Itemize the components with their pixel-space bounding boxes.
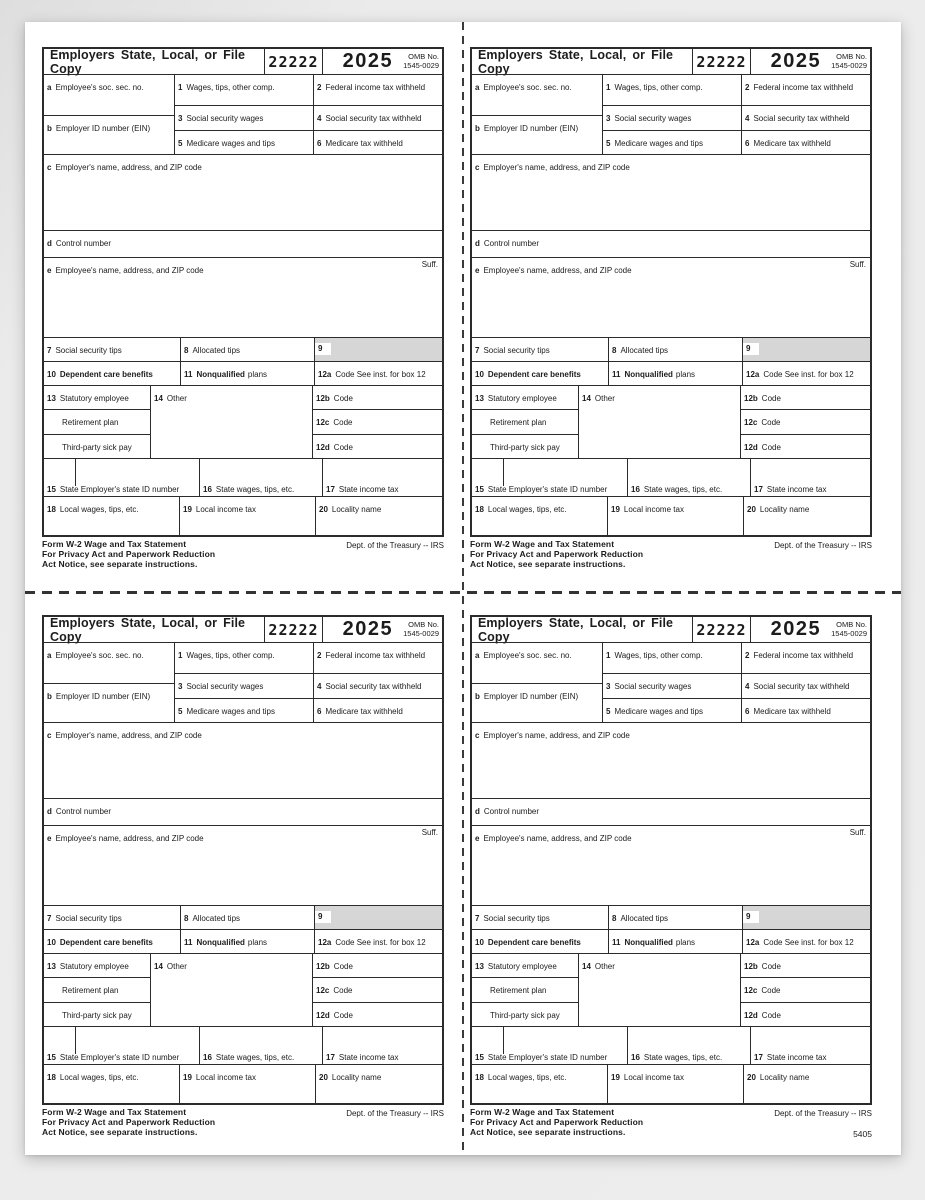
box-17-state-income-tax: 17 State income tax [322, 1027, 442, 1065]
form-year-omb [322, 617, 442, 642]
boxes-a-to-6 [472, 74, 870, 154]
box-11-nonqualified-plans: 11 Nonqualified plans [608, 362, 742, 385]
box-13-checkboxes [44, 386, 150, 457]
box-15-state-employer-id: 15 State Employer's state ID number [472, 459, 627, 497]
form-sheet [25, 22, 901, 1155]
w2-form [42, 47, 444, 537]
form-header [44, 49, 442, 74]
box-12b-code: 12b Code [313, 386, 442, 410]
box-19-local-income-tax: 19 Local income tax [607, 1065, 743, 1103]
box-b-employer-ein: b Employer ID number (EIN) [47, 692, 151, 701]
form-header [472, 49, 870, 74]
box-19-local-income-tax: 19 Local income tax [607, 497, 743, 535]
box-b-employer-ein: b Employer ID number (EIN) [475, 692, 579, 701]
suffix-label: Suff. [421, 260, 438, 269]
box-18-local-wages: 18 Local wages, tips, etc. [47, 505, 139, 515]
tax-year: 2025 [770, 618, 822, 640]
state-column-divider [503, 1027, 504, 1054]
form-footer [42, 1105, 444, 1137]
box-16-state-wages: 16 State wages, tips, etc. [199, 459, 322, 497]
box-6-medicare-tax: 6 Medicare tax withheld [313, 131, 442, 155]
box-11-nonqualified-plans: 11 Nonqualified plans [180, 362, 314, 385]
w2-form [42, 615, 444, 1105]
omb-number: OMB No. 1545-0029 [831, 620, 867, 638]
box-4-ss-tax: 4 Social security tax withheld [313, 106, 442, 130]
box-15-state-employer-id: 15 State Employer's state ID number [44, 459, 199, 497]
footer-dept: Dept. of the Treasury -- IRS [346, 1109, 444, 1118]
box-5-medicare-wages: 5 Medicare wages and tips [606, 139, 703, 148]
box-d-control-number: d Control number [47, 807, 112, 816]
box-1-wages: 1 Wages, tips, other comp. [606, 651, 703, 660]
box-12c-code: 12c Code [741, 978, 870, 1002]
box-2-federal-tax: 2 Federal income tax withheld [313, 75, 442, 105]
box-3-ss-wages: 3 Social security wages [606, 114, 692, 123]
w2-copy-top-right [470, 47, 872, 569]
box-10-dependent-care: 10 Dependent care benefits [47, 938, 153, 948]
box-12d-code: 12d Code [316, 442, 353, 452]
w2-form [470, 615, 872, 1105]
box-19-local-income-tax: 19 Local income tax [179, 497, 315, 535]
box-5-medicare-wages: 5 Medicare wages and tips [178, 707, 275, 716]
form-year-omb [750, 617, 870, 642]
box-17-state-income-tax: 17 State income tax [322, 459, 442, 497]
box-13-retirement-plan: Retirement plan [472, 978, 578, 1002]
box-1-wages: 1 Wages, tips, other comp. [178, 651, 275, 660]
box-16-state-wages: 16 State wages, tips, etc. [627, 459, 750, 497]
box-13-retirement-plan: Retirement plan [472, 410, 578, 434]
box-19-local-income-tax: 19 Local income tax [179, 1065, 315, 1103]
form-control-code: 22222 [692, 617, 750, 642]
box-5-medicare-wages: 5 Medicare wages and tips [606, 707, 703, 716]
form-year-omb [750, 49, 870, 74]
footer-notice: Form W-2 Wage and Tax Statement For Privacy Act and Paperwork Reduction Act Notice, see separate instructions. [470, 1107, 644, 1137]
box-d-control-number: d Control number [47, 239, 112, 248]
footer-notice: Form W-2 Wage and Tax Statement For Privacy Act and Paperwork Reduction Act Notice, see separate instructions. [470, 539, 644, 569]
box-20-locality-name: 20 Locality name [743, 1065, 870, 1103]
box-b-employer-ein: b Employer ID number (EIN) [475, 124, 579, 133]
box-20-locality-name: 20 Locality name [315, 1065, 442, 1103]
form-w2-title: Form W-2 Wage and Tax Statement [470, 539, 615, 549]
omb-number: OMB No. 1545-0029 [403, 620, 439, 638]
box-9-shaded: 9 [314, 906, 442, 929]
footer-notice: Form W-2 Wage and Tax Statement For Privacy Act and Paperwork Reduction Act Notice, see separate instructions. [42, 1107, 216, 1137]
form-w2-title: Form W-2 Wage and Tax Statement [42, 539, 187, 549]
box-12b-code: 12b Code [741, 954, 870, 978]
box-3-ss-wages: 3 Social security wages [178, 682, 264, 691]
boxes-a-to-6 [44, 642, 442, 722]
box-13-checkboxes [472, 386, 578, 457]
form-footer [42, 537, 444, 569]
box-3-ss-wages: 3 Social security wages [178, 114, 264, 123]
form-copy-title: Employers State, Local, or File Copy [50, 47, 246, 76]
box-14-other: 14 Other [150, 954, 312, 1025]
box-8-allocated-tips: 8 Allocated tips [608, 906, 742, 929]
box-14-other: 14 Other [578, 954, 740, 1025]
box-e-employee-name-address: e Employee's name, address, and ZIP code Suff. [475, 828, 866, 843]
footer-notice: Form W-2 Wage and Tax Statement For Privacy Act and Paperwork Reduction Act Notice, see separate instructions. [42, 539, 216, 569]
suffix-label: Suff. [849, 260, 866, 269]
box-12d-code: 12d Code [744, 442, 781, 452]
box-9-shaded: 9 [742, 338, 870, 361]
box-6-medicare-tax: 6 Medicare tax withheld [741, 699, 870, 723]
box-1-wages: 1 Wages, tips, other comp. [178, 83, 275, 92]
box-12a-code: 12a Code See inst. for box 12 [314, 362, 442, 385]
box-13-third-party-sick-pay: Third-party sick pay [490, 1010, 560, 1020]
box-a-employee-ssn: a Employee's soc. sec. no. [44, 643, 174, 684]
box-7-ss-tips: 7 Social security tips [475, 914, 550, 923]
box-d-control-number: d Control number [475, 239, 540, 248]
box-4-ss-tax: 4 Social security tax withheld [741, 674, 870, 698]
box-5-medicare-wages: 5 Medicare wages and tips [178, 139, 275, 148]
box-13-retirement-plan: Retirement plan [44, 978, 150, 1002]
box-13-third-party-sick-pay: Third-party sick pay [62, 1010, 132, 1020]
w2-copy-top-left [42, 47, 444, 569]
box-20-locality-name: 20 Locality name [315, 497, 442, 535]
form-control-code: 22222 [264, 617, 322, 642]
boxes-a-to-6 [44, 74, 442, 154]
box-12c-code: 12c Code [313, 978, 442, 1002]
box-18-local-wages: 18 Local wages, tips, etc. [475, 505, 567, 515]
form-copy-title: Employers State, Local, or File Copy [478, 47, 674, 76]
box-3-ss-wages: 3 Social security wages [606, 682, 692, 691]
box-6-medicare-tax: 6 Medicare tax withheld [741, 131, 870, 155]
suffix-label: Suff. [849, 828, 866, 837]
form-footer [470, 1105, 872, 1139]
box-13-third-party-sick-pay: Third-party sick pay [62, 442, 132, 452]
box-12a-code: 12a Code See inst. for box 12 [742, 362, 870, 385]
box-1-wages: 1 Wages, tips, other comp. [606, 83, 703, 92]
box-7-ss-tips: 7 Social security tips [47, 914, 122, 923]
form-control-code: 22222 [692, 49, 750, 74]
omb-number: OMB No. 1545-0029 [403, 52, 439, 70]
perforation-vertical [462, 22, 464, 1155]
box-13-retirement-plan: Retirement plan [44, 410, 150, 434]
w2-copy-bottom-left [42, 615, 444, 1137]
state-column-divider [503, 459, 504, 486]
form-header [472, 617, 870, 642]
perforation-horizontal [25, 591, 901, 594]
box-10-dependent-care: 10 Dependent care benefits [47, 370, 153, 380]
box-4-ss-tax: 4 Social security tax withheld [741, 106, 870, 130]
box-18-local-wages: 18 Local wages, tips, etc. [475, 1073, 567, 1083]
form-year-omb [322, 49, 442, 74]
box-12a-code: 12a Code See inst. for box 12 [314, 930, 442, 953]
form-control-code: 22222 [264, 49, 322, 74]
w2-copy-bottom-right [470, 615, 872, 1139]
box-7-ss-tips: 7 Social security tips [47, 346, 122, 355]
footer-dept: Dept. of the Treasury -- IRS [346, 541, 444, 550]
box-12d-code: 12d Code [316, 1010, 353, 1020]
form-copy-title: Employers State, Local, or File Copy [50, 615, 246, 644]
box-17-state-income-tax: 17 State income tax [750, 1027, 870, 1065]
box-13-statutory-employee: 13 Statutory employee [44, 954, 150, 978]
footer-dept: Dept. of the Treasury -- IRS [774, 541, 872, 550]
form-w2-title: Form W-2 Wage and Tax Statement [470, 1107, 615, 1117]
tax-year: 2025 [342, 50, 394, 72]
form-header [44, 617, 442, 642]
box-12c-code: 12c Code [313, 410, 442, 434]
box-b-employer-ein: b Employer ID number (EIN) [47, 124, 151, 133]
box-d-control-number: d Control number [475, 807, 540, 816]
omb-number: OMB No. 1545-0029 [831, 52, 867, 70]
tax-year: 2025 [342, 618, 394, 640]
box-17-state-income-tax: 17 State income tax [750, 459, 870, 497]
box-9-shaded: 9 [314, 338, 442, 361]
box-15-state-employer-id: 15 State Employer's state ID number [44, 1027, 199, 1065]
box-c-employer-name-address: c Employer's name, address, and ZIP code [47, 163, 202, 172]
box-13-checkboxes [44, 954, 150, 1025]
box-12b-code: 12b Code [313, 954, 442, 978]
suffix-label: Suff. [421, 828, 438, 837]
box-2-federal-tax: 2 Federal income tax withheld [313, 643, 442, 673]
box-10-dependent-care: 10 Dependent care benefits [475, 938, 581, 948]
box-12c-code: 12c Code [741, 410, 870, 434]
box-7-ss-tips: 7 Social security tips [475, 346, 550, 355]
box-14-other: 14 Other [150, 386, 312, 457]
state-column-divider [75, 1027, 76, 1054]
box-11-nonqualified-plans: 11 Nonqualified plans [180, 930, 314, 953]
box-e-employee-name-address: e Employee's name, address, and ZIP code Suff. [47, 828, 438, 843]
box-c-employer-name-address: c Employer's name, address, and ZIP code [475, 163, 630, 172]
box-11-nonqualified-plans: 11 Nonqualified plans [608, 930, 742, 953]
box-16-state-wages: 16 State wages, tips, etc. [627, 1027, 750, 1065]
box-8-allocated-tips: 8 Allocated tips [180, 906, 314, 929]
box-15-state-employer-id: 15 State Employer's state ID number [472, 1027, 627, 1065]
form-copy-title: Employers State, Local, or File Copy [478, 615, 674, 644]
box-8-allocated-tips: 8 Allocated tips [180, 338, 314, 361]
box-a-employee-ssn: a Employee's soc. sec. no. [44, 75, 174, 116]
tax-year: 2025 [770, 50, 822, 72]
box-a-employee-ssn: a Employee's soc. sec. no. [472, 75, 602, 116]
box-10-dependent-care: 10 Dependent care benefits [475, 370, 581, 380]
box-c-employer-name-address: c Employer's name, address, and ZIP code [475, 731, 630, 740]
box-c-employer-name-address: c Employer's name, address, and ZIP code [47, 731, 202, 740]
box-a-employee-ssn: a Employee's soc. sec. no. [472, 643, 602, 684]
box-13-statutory-employee: 13 Statutory employee [472, 954, 578, 978]
box-e-employee-name-address: e Employee's name, address, and ZIP code Suff. [475, 260, 866, 275]
boxes-a-to-6 [472, 642, 870, 722]
form-footer [470, 537, 872, 569]
box-e-employee-name-address: e Employee's name, address, and ZIP code Suff. [47, 260, 438, 275]
box-13-statutory-employee: 13 Statutory employee [44, 386, 150, 410]
box-20-locality-name: 20 Locality name [743, 497, 870, 535]
box-16-state-wages: 16 State wages, tips, etc. [199, 1027, 322, 1065]
box-12a-code: 12a Code See inst. for box 12 [742, 930, 870, 953]
box-13-third-party-sick-pay: Third-party sick pay [490, 442, 560, 452]
box-2-federal-tax: 2 Federal income tax withheld [741, 643, 870, 673]
box-13-checkboxes [472, 954, 578, 1025]
box-18-local-wages: 18 Local wages, tips, etc. [47, 1073, 139, 1083]
box-12d-code: 12d Code [744, 1010, 781, 1020]
state-column-divider [75, 459, 76, 486]
box-14-other: 14 Other [578, 386, 740, 457]
box-2-federal-tax: 2 Federal income tax withheld [741, 75, 870, 105]
footer-dept: Dept. of the Treasury -- IRS 5405 [774, 1109, 872, 1139]
box-13-statutory-employee: 13 Statutory employee [472, 386, 578, 410]
w2-form [470, 47, 872, 537]
box-6-medicare-tax: 6 Medicare tax withheld [313, 699, 442, 723]
box-9-shaded: 9 [742, 906, 870, 929]
box-12b-code: 12b Code [741, 386, 870, 410]
box-4-ss-tax: 4 Social security tax withheld [313, 674, 442, 698]
box-8-allocated-tips: 8 Allocated tips [608, 338, 742, 361]
form-w2-title: Form W-2 Wage and Tax Statement [42, 1107, 187, 1117]
sheet-number: 5405 [853, 1129, 872, 1139]
